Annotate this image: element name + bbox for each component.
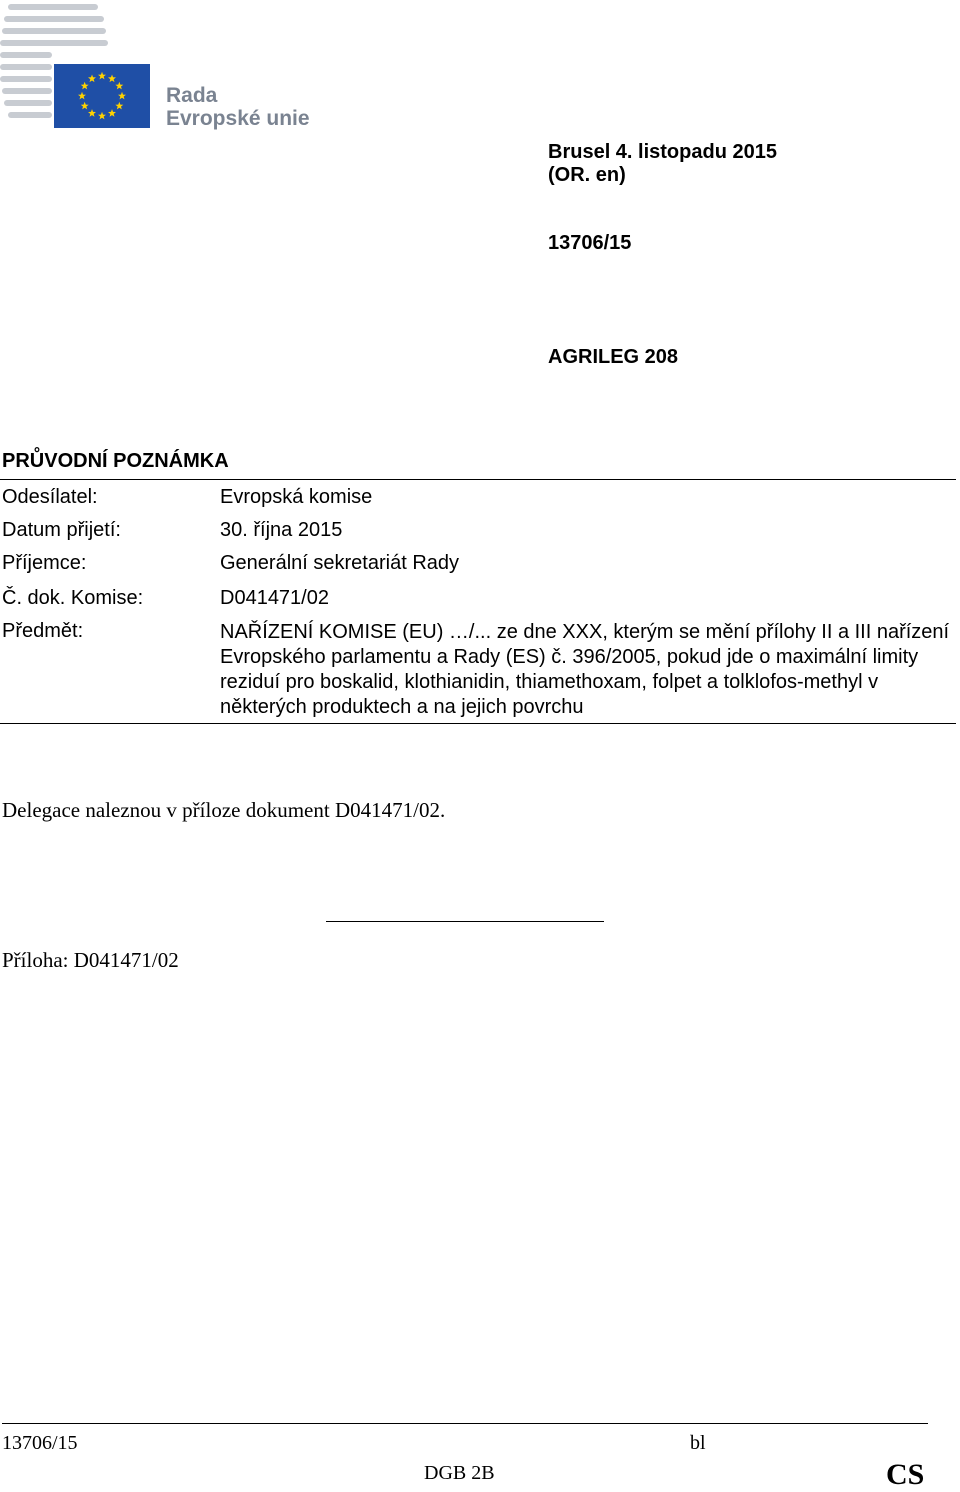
footer-initials: bl <box>690 1432 706 1454</box>
council-emblem-icon <box>0 0 160 135</box>
footer-dept: DGB 2B <box>424 1462 495 1484</box>
date-label: Datum přijetí: <box>2 519 121 541</box>
docno-label: Č. dok. Komise: <box>2 587 144 609</box>
logo-line-2: Evropské unie <box>166 107 310 130</box>
recipient-value: Generální sekretariát Rady <box>220 552 460 574</box>
recipient-label: Příjemce: <box>2 552 87 574</box>
subject-value: NAŘÍZENÍ KOMISE (EU) …/... ze dne XXX, kterým se mění přílohy II a III nařízení Evropského parlamentu a Rady (ES) č. 396/2005, pokud jde o maximální limity reziduí pro boskalid, klothianidin, thiamethoxam, folpet a tolklofos-methyl v některých produktech a na jejich povrchu <box>220 621 950 718</box>
date-line: Brusel 4. listopadu 2015 <box>548 141 777 163</box>
separator-rule <box>326 921 604 922</box>
subject-rule <box>0 723 956 724</box>
logo-line-1: Rada <box>166 84 218 107</box>
origin-line: (OR. en) <box>548 164 626 186</box>
sender-value: Evropská komise <box>220 486 373 508</box>
document-title: PRŮVODNÍ POZNÁMKA <box>2 450 229 472</box>
docno-value: D041471/02 <box>220 587 329 609</box>
footer-doc-number: 13706/15 <box>2 1432 78 1454</box>
title-rule <box>0 479 956 480</box>
date-value: 30. října 2015 <box>220 519 343 541</box>
council-logo <box>0 0 330 135</box>
footer-rule <box>2 1423 928 1424</box>
agrileg-code: AGRILEG 208 <box>548 346 679 368</box>
annex-line: Příloha: D041471/02 <box>2 948 179 972</box>
subject-label: Předmět: <box>2 620 84 642</box>
footer-language: CS <box>886 1458 925 1491</box>
sender-label: Odesílatel: <box>2 486 98 508</box>
doc-number: 13706/15 <box>548 232 632 254</box>
body-text: Delegace naleznou v příloze dokument D041471/02. <box>2 798 446 822</box>
logo-text <box>166 84 310 130</box>
